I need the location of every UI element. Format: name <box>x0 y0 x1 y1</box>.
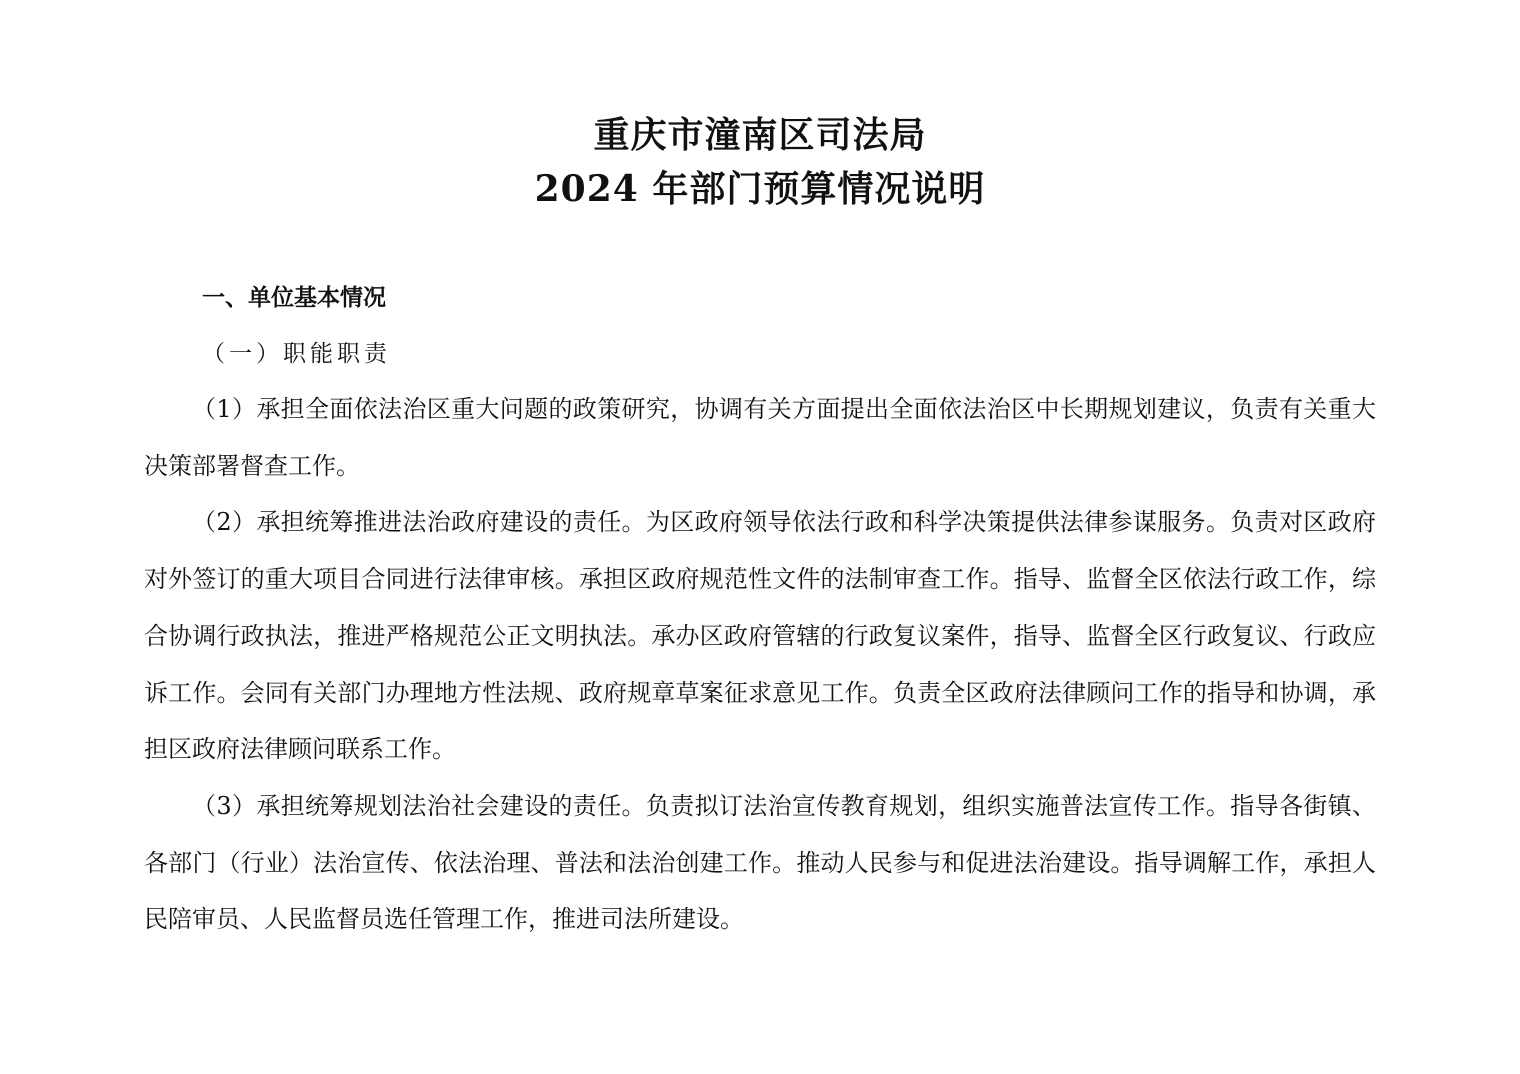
title-line-report: 2024 年部门预算情况说明 <box>534 168 986 210</box>
body-text <box>144 381 1376 948</box>
document-title <box>0 108 1520 216</box>
section-heading: 一、单位基本情况 <box>202 285 386 311</box>
sub-heading: （一）职能职责 <box>202 341 391 367</box>
title-line-organization: 重庆市潼南区司法局 <box>593 114 927 156</box>
paragraph-3: （3）承担统筹规划法治社会建设的责任。负责拟订法治宣传教育规划，组织实施普法宣传工作。指导各街镇、各部门（行业）法治宣传、依法治理、普法和法治创建工作。推动人民参与和促进法治建设。指导调解工作，承担人民陪审员、人民监督员选任管理工作，推进司法所建设。 <box>144 791 1376 934</box>
paragraph-2: （2）承担统筹推进法治政府建设的责任。为区政府领导依法行政和科学决策提供法律参谋服务。负责对区政府对外签订的重大项目合同进行法律审核。承担区政府规范性文件的法制审查工作。指导、监督全区依法行政工作，综合协调行政执法，推进严格规范公正文明执法。承办区政府管辖的行政复议案件，指导、监督全区行政复议、行政应诉工作。会同有关部门办理地方性法规、政府规章草案征求意见工作。负责全区政府法律顾问工作的指导和协调，承担区政府法律顾问联系工作。 <box>144 508 1376 764</box>
paragraph-1: （1）承担全面依法治区重大问题的政策研究，协调有关方面提出全面依法治区中长期规划建议，负责有关重大决策部署督查工作。 <box>144 395 1376 480</box>
